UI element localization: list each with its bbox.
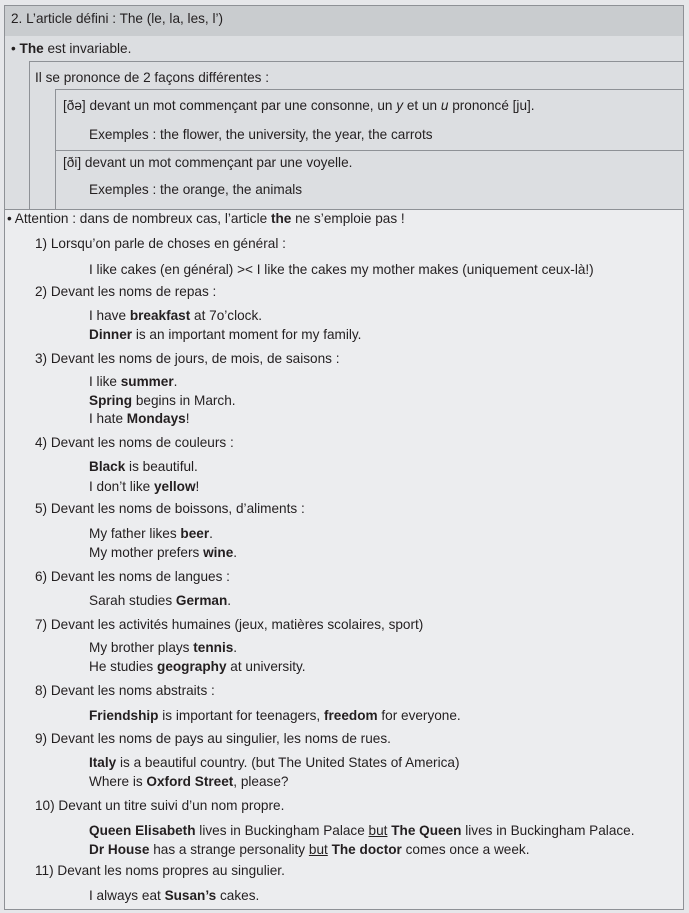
rule-consonant-a: [ðə] devant un mot commençant par une consonne, un <box>63 98 397 113</box>
rule-heading: 7) Devant les activités humaines (jeux, matières scolaires, sport) <box>35 617 424 632</box>
ex-text: ! <box>195 479 200 494</box>
ex-text: . <box>233 545 238 560</box>
ex-text: My mother prefers <box>89 545 204 560</box>
ex-text: I like <box>89 374 121 389</box>
ex-bold: tennis <box>193 640 234 655</box>
ex-text: lives in Buckingham Palace. <box>461 823 635 838</box>
ex-text: comes once a week. <box>401 842 530 857</box>
example-line <box>89 754 460 772</box>
ex-underline: but <box>368 823 388 838</box>
ex-bold: beer <box>180 526 210 541</box>
ex-text: I don’t like <box>89 479 154 494</box>
ex-bold: Black <box>89 459 126 474</box>
examples-vowel: Exemples : the orange, the animals <box>89 182 303 197</box>
ex-text: My brother plays <box>89 640 194 655</box>
ex-text: for everyone. <box>377 708 461 723</box>
attention-the: the <box>270 211 292 226</box>
rule-consonant-u: u <box>440 98 449 113</box>
rule-heading: 9) Devant les noms de pays au singulier, les noms de rues. <box>35 731 391 746</box>
ex-bold: summer <box>120 374 174 389</box>
example-line <box>89 392 236 410</box>
invariable-bold: The <box>19 41 44 56</box>
ex-text: My father likes <box>89 526 181 541</box>
ex-bold: Queen Elisabeth <box>89 823 196 838</box>
rule-consonant-b: et un <box>403 98 441 113</box>
example-line <box>89 658 306 676</box>
examples-consonant: Exemples : the flower, the university, the year, the carrots <box>89 127 433 142</box>
ex-text: Where is <box>89 774 147 789</box>
rule-heading: 6) Devant les noms de langues : <box>35 569 230 584</box>
attention-line <box>7 210 405 228</box>
rule-consonant <box>63 97 535 115</box>
ex-bold: Oxford Street <box>146 774 234 789</box>
ex-bold: Mondays <box>126 411 186 426</box>
rule-heading: 10) Devant un titre suivi d’un nom propre. <box>35 798 285 813</box>
ex-text: I always eat <box>89 888 165 903</box>
example-line <box>89 478 199 496</box>
rule-heading: 11) Devant les noms propres au singulier. <box>35 863 285 878</box>
ex-bold: Friendship <box>89 708 159 723</box>
attention-c: ne s’emploie pas ! <box>291 211 405 226</box>
rule-consonant-c: prononcé [ju]. <box>448 98 535 113</box>
ex-bold: breakfast <box>129 308 191 323</box>
rule-heading: 1) Lorsqu’on parle de choses en général : <box>35 236 286 251</box>
ex-text: . <box>173 374 178 389</box>
attention-a: • Attention : dans de nombreux cas, l’article <box>7 211 271 226</box>
example-line <box>89 822 635 840</box>
rule-vowel: [ði] devant un mot commençant par une voyelle. <box>63 155 353 170</box>
ex-text: I have <box>89 308 130 323</box>
ex-text: at 7o’clock. <box>190 308 263 323</box>
example-line <box>89 841 530 859</box>
ex-text: , please? <box>233 774 289 789</box>
ex-bold: Spring <box>89 393 133 408</box>
example-line <box>89 525 213 543</box>
bullet: • <box>11 41 16 56</box>
example-line <box>89 592 231 610</box>
ex-underline: but <box>308 842 328 857</box>
example-line <box>89 544 237 562</box>
ex-bold: wine <box>203 545 234 560</box>
ex-text: . <box>209 526 213 541</box>
example-line <box>89 773 288 791</box>
ex-bold: geography <box>157 659 227 674</box>
ex-text: at university. <box>226 659 306 674</box>
ex-bold: Dinner <box>89 327 133 342</box>
ex-text: is important for teenagers, <box>158 708 324 723</box>
example-line <box>89 410 190 428</box>
rule-heading: 3) Devant les noms de jours, de mois, de saisons : <box>35 351 340 366</box>
rule-heading: 2) Devant les noms de repas : <box>35 284 217 299</box>
ex-bold: Italy <box>89 755 117 770</box>
example-line <box>89 307 262 325</box>
invariable-line <box>11 40 131 58</box>
ex-text: . <box>227 593 232 608</box>
example-line <box>89 639 237 657</box>
example-line <box>89 707 461 725</box>
section-title: 2. L’article défini : The (le, la, les, l’) <box>11 11 224 26</box>
ex-text: cakes. <box>216 888 260 903</box>
ex-text: . <box>233 640 238 655</box>
ex-bold: Dr House <box>89 842 150 857</box>
ex-text: is beautiful. <box>125 459 198 474</box>
rule-consonant-y: y <box>396 98 404 113</box>
ex-text: begins in March. <box>132 393 236 408</box>
ex-bold: freedom <box>323 708 378 723</box>
pronounce-intro: Il se prononce de 2 façons différentes : <box>35 70 270 85</box>
example-line <box>89 373 177 391</box>
example-line <box>89 887 259 905</box>
rule-heading: 5) Devant les noms de boissons, d’aliments : <box>35 501 305 516</box>
ex-text: is an important moment for my family. <box>132 327 362 342</box>
ex-text: is a beautiful country. (but The United States of America) <box>116 755 460 770</box>
ex-bold: The doctor <box>331 842 402 857</box>
ex-bold: Susan’s <box>164 888 217 903</box>
ex-bold: The Queen <box>391 823 462 838</box>
example-line <box>89 458 198 476</box>
ex-text: I hate <box>89 411 127 426</box>
ex-text: He studies <box>89 659 158 674</box>
ex-text: has a strange personality <box>149 842 309 857</box>
example-line: I like cakes (en général) >< I like the cakes my mother makes (uniquement ceux-là!) <box>89 262 594 277</box>
rule-heading: 8) Devant les noms abstraits : <box>35 683 215 698</box>
ex-bold: German <box>175 593 228 608</box>
ex-text: Sarah studies <box>89 593 176 608</box>
example-line <box>89 326 361 344</box>
ex-bold: yellow <box>153 479 196 494</box>
rule-heading: 4) Devant les noms de couleurs : <box>35 435 234 450</box>
invariable-rest: est invariable. <box>43 41 132 56</box>
ex-text: lives in Buckingham Palace <box>195 823 369 838</box>
ex-text: ! <box>185 411 190 426</box>
